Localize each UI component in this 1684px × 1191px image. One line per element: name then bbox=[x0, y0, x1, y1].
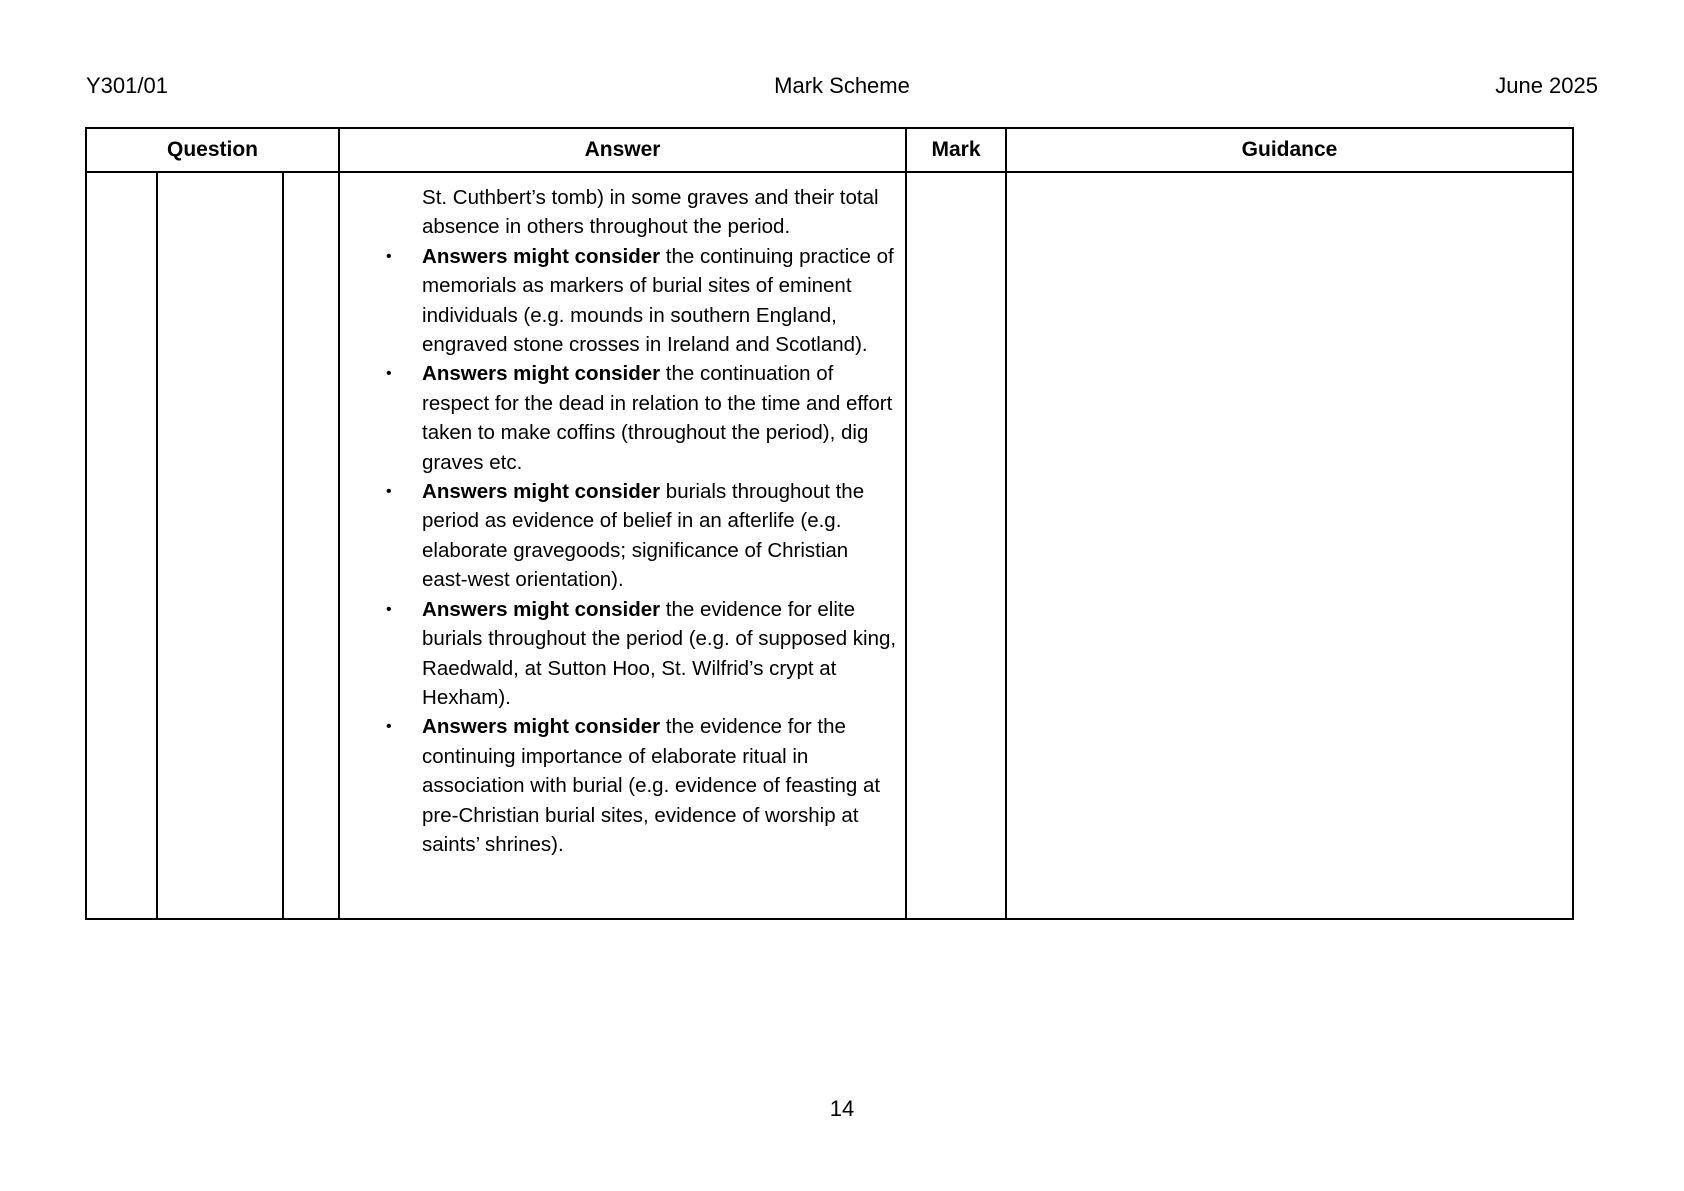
answer-bullet-list bbox=[340, 183, 897, 859]
bullet-lead: Answers might consider bbox=[422, 715, 661, 739]
document-title: Mark Scheme bbox=[774, 73, 910, 98]
bullet-lead: Answers might consider bbox=[422, 244, 661, 268]
answer-bullet bbox=[340, 242, 897, 360]
answer-bullet bbox=[340, 477, 897, 595]
answer-cell bbox=[339, 172, 906, 919]
column-header-guidance: Guidance bbox=[1006, 128, 1573, 172]
bullet-text: the continuing practice of memorials as markers of burial sites of eminent individuals (e.g. mounds in southern England, engraved stone crosses in Ireland and Scotland). bbox=[422, 244, 894, 357]
bullet-text: the evidence for the continuing importance of elaborate ritual in association with burial (e.g. evidence of feasting at pre-Christian burial sites, evidence of worship at saints’ shrines). bbox=[422, 715, 881, 856]
mark-cell bbox=[906, 172, 1006, 919]
page-number: 14 bbox=[829, 1096, 855, 1121]
question-number-cell bbox=[86, 172, 157, 919]
answer-continuation bbox=[340, 183, 897, 242]
bullet-icon: • bbox=[386, 600, 392, 618]
bullet-lead: Answers might consider bbox=[422, 597, 661, 621]
bullet-icon: • bbox=[386, 365, 392, 383]
table-header-row bbox=[86, 128, 1573, 172]
answer-continuation-text: St. Cuthbert’s tomb) in some graves and their total absence in others throughout the period. bbox=[422, 186, 879, 239]
answer-bullet bbox=[340, 595, 897, 713]
column-header-answer: Answer bbox=[339, 128, 906, 172]
bullet-text: the evidence for elite burials throughout the period (e.g. of supposed king, Raedwald, at Sutton Hoo, St. Wilfrid’s crypt at Hexham). bbox=[422, 597, 897, 709]
bullet-text: the continuation of respect for the dead in relation to the time and effort taken to make coffins (throughout the period), dig graves etc. bbox=[422, 362, 893, 474]
column-header-question: Question bbox=[86, 128, 339, 172]
column-header-mark: Mark bbox=[906, 128, 1006, 172]
answer-bullet bbox=[340, 359, 897, 477]
bullet-icon: • bbox=[386, 718, 392, 736]
bullet-text: burials throughout the period as evidence of belief in an afterlife (e.g. elaborate gravegoods; significance of Christian east-west orientation). bbox=[422, 480, 865, 592]
mark-scheme-table bbox=[85, 127, 1574, 920]
bullet-lead: Answers might consider bbox=[422, 362, 661, 386]
question-part-cell bbox=[157, 172, 283, 919]
question-subpart-cell bbox=[283, 172, 339, 919]
guidance-cell bbox=[1006, 172, 1573, 919]
document-date: June 2025 bbox=[1495, 73, 1598, 98]
bullet-icon: • bbox=[386, 483, 392, 501]
bullet-lead: Answers might consider bbox=[422, 480, 661, 504]
table-row bbox=[86, 172, 1573, 919]
document-code: Y301/01 bbox=[86, 73, 168, 98]
answer-bullet bbox=[340, 712, 897, 859]
bullet-icon: • bbox=[386, 247, 392, 265]
